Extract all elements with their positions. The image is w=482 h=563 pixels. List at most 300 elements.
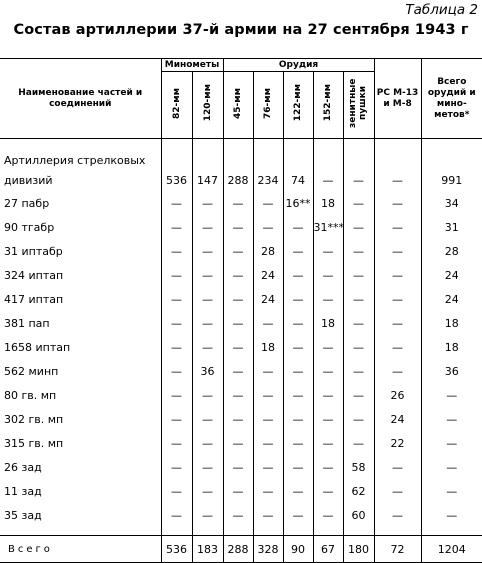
value-text: 36 — [200, 364, 215, 378]
value-cell — [192, 263, 223, 287]
value-cell — [161, 503, 192, 527]
value-cell — [283, 407, 313, 431]
value-text: — — [232, 220, 244, 234]
value-cell — [192, 407, 223, 431]
value-text: — — [353, 244, 365, 258]
value-text: — — [322, 460, 334, 474]
table-row — [0, 239, 482, 263]
value-text: — — [171, 364, 182, 378]
value-cell — [374, 536, 421, 563]
value-text: 18 — [261, 340, 276, 354]
value-cell — [421, 191, 482, 215]
value-text: — — [171, 316, 182, 330]
value-text: — — [232, 412, 244, 426]
value-cell — [192, 335, 223, 359]
artillery-table — [0, 58, 482, 563]
value-text: — — [232, 508, 244, 522]
value-text: — — [202, 292, 213, 306]
value-cell — [374, 503, 421, 527]
value-text: — — [262, 412, 274, 426]
spacer-cell — [253, 527, 283, 536]
value-text: — — [202, 388, 213, 402]
value-text: — — [353, 364, 365, 378]
value-text: 62 — [351, 484, 366, 498]
value-cell — [253, 455, 283, 479]
value-text: 34 — [444, 196, 459, 210]
unit-name: 35 зад — [4, 508, 42, 522]
value-text: 74 — [291, 174, 306, 187]
value-cell — [421, 455, 482, 479]
value-cell — [343, 263, 374, 287]
value-cell — [253, 335, 283, 359]
value-cell — [192, 503, 223, 527]
value-cell — [161, 407, 192, 431]
value-text: — — [353, 412, 365, 426]
value-cell — [313, 536, 343, 563]
table-row — [0, 359, 482, 383]
value-cell — [283, 479, 313, 503]
table-title: Состав артиллерии 37-й армии на 27 сентября 1943 г — [13, 22, 469, 38]
value-cell — [192, 215, 223, 239]
value-text: — — [171, 244, 182, 258]
value-text: — — [202, 316, 213, 330]
value-text: — — [353, 196, 365, 210]
value-text: — — [262, 460, 274, 474]
value-cell — [283, 311, 313, 335]
value-text: 536 — [166, 174, 187, 187]
value-cell — [253, 147, 283, 191]
value-text: — — [171, 268, 182, 282]
value-cell — [374, 215, 421, 239]
value-cell — [161, 335, 192, 359]
value-cell — [161, 215, 192, 239]
value-text: 1204 — [437, 542, 466, 556]
value-text: — — [232, 460, 244, 474]
value-text: — — [232, 268, 244, 282]
header-total: Всего орудий и мино-метов* — [421, 59, 482, 139]
header-guns: Орудия — [223, 59, 374, 72]
value-cell — [283, 503, 313, 527]
value-text: — — [262, 508, 274, 522]
value-text: — — [392, 340, 404, 354]
value-text: 58 — [351, 460, 366, 474]
value-cell — [313, 503, 343, 527]
spacer-cell — [161, 527, 192, 536]
value-cell — [161, 455, 192, 479]
table-row — [0, 335, 482, 359]
value-cell — [161, 287, 192, 311]
value-text: — — [392, 292, 404, 306]
value-cell — [343, 147, 374, 191]
spacer-cell — [192, 527, 223, 536]
value-cell — [192, 536, 223, 563]
value-cell — [343, 407, 374, 431]
value-cell — [374, 455, 421, 479]
value-text: — — [202, 340, 213, 354]
value-text: — — [292, 364, 304, 378]
value-cell — [283, 215, 313, 239]
value-cell — [374, 147, 421, 191]
spacer-cell — [421, 139, 482, 148]
value-cell — [223, 407, 253, 431]
value-text: — — [171, 508, 182, 522]
value-text: 28 — [444, 244, 459, 258]
value-cell — [283, 455, 313, 479]
value-text: — — [353, 292, 365, 306]
value-cell — [421, 147, 482, 191]
value-text: — — [353, 388, 365, 402]
value-text: 31 — [444, 220, 459, 234]
value-cell — [374, 287, 421, 311]
header-152mm: 152-мм — [313, 72, 343, 139]
value-cell — [313, 287, 343, 311]
value-text: — — [392, 196, 404, 210]
table-row — [0, 383, 482, 407]
value-cell — [343, 335, 374, 359]
value-text: — — [171, 340, 182, 354]
value-cell — [253, 431, 283, 455]
header-82mm: 82-мм — [161, 72, 192, 139]
table-row — [0, 287, 482, 311]
value-cell — [161, 311, 192, 335]
value-text: — — [353, 316, 365, 330]
header-rs: РС М-13 и М-8 — [374, 59, 421, 139]
value-text: — — [322, 412, 334, 426]
value-cell — [343, 536, 374, 563]
spacer-cell — [283, 139, 313, 148]
value-text: — — [292, 484, 304, 498]
value-text: — — [392, 508, 404, 522]
table-row — [0, 479, 482, 503]
value-cell — [374, 311, 421, 335]
value-cell — [223, 536, 253, 563]
value-text: — — [202, 412, 213, 426]
value-cell — [374, 479, 421, 503]
value-cell — [343, 191, 374, 215]
unit-name: Всего — [0, 536, 161, 563]
spacer-cell — [0, 527, 161, 536]
value-cell — [343, 383, 374, 407]
value-cell — [253, 215, 283, 239]
table-row — [0, 311, 482, 335]
value-text: — — [392, 316, 404, 330]
value-text: 288 — [227, 542, 249, 556]
value-text: — — [292, 316, 304, 330]
value-text: — — [392, 244, 404, 258]
header-aa-guns: зенитные пушки — [343, 72, 374, 139]
value-text: — — [202, 460, 213, 474]
table-row — [0, 503, 482, 527]
value-text: — — [322, 364, 334, 378]
value-cell — [253, 407, 283, 431]
value-cell — [313, 335, 343, 359]
value-text: 24 — [444, 268, 459, 282]
value-cell — [374, 359, 421, 383]
value-text: — — [353, 436, 365, 450]
value-text: — — [232, 292, 244, 306]
value-cell — [374, 431, 421, 455]
value-cell — [161, 239, 192, 263]
value-text: 24 — [261, 268, 276, 282]
spacer-cell — [283, 527, 313, 536]
value-cell — [343, 311, 374, 335]
value-text: — — [202, 268, 213, 282]
value-text: — — [322, 388, 334, 402]
value-cell — [421, 239, 482, 263]
value-cell — [313, 263, 343, 287]
value-text: — — [232, 316, 244, 330]
value-text: — — [292, 220, 304, 234]
value-cell — [421, 311, 482, 335]
unit-name: 315 гв. мп — [4, 436, 64, 450]
value-cell — [313, 191, 343, 215]
value-cell — [283, 263, 313, 287]
unit-name: 562 минп — [4, 364, 59, 378]
value-text: — — [353, 268, 365, 282]
table-row — [0, 431, 482, 455]
value-cell — [421, 536, 482, 563]
value-cell — [192, 287, 223, 311]
value-text: — — [353, 174, 365, 187]
unit-name: 417 иптап — [4, 292, 64, 306]
value-cell — [223, 431, 253, 455]
value-cell — [313, 407, 343, 431]
value-cell — [374, 239, 421, 263]
value-cell — [283, 383, 313, 407]
value-text: — — [262, 196, 274, 210]
value-cell — [223, 147, 253, 191]
value-cell — [253, 536, 283, 563]
value-text: — — [322, 244, 334, 258]
value-cell — [343, 359, 374, 383]
value-text: 991 — [441, 174, 463, 187]
value-cell — [421, 407, 482, 431]
value-text: — — [202, 484, 213, 498]
value-cell — [223, 359, 253, 383]
value-cell — [374, 383, 421, 407]
value-text: — — [392, 460, 404, 474]
value-cell — [283, 239, 313, 263]
value-text: — — [292, 292, 304, 306]
value-cell — [374, 191, 421, 215]
value-text: — — [262, 364, 274, 378]
value-cell — [192, 311, 223, 335]
value-text: — — [171, 484, 182, 498]
spacer-cell — [223, 139, 253, 148]
value-cell — [161, 147, 192, 191]
value-cell — [223, 311, 253, 335]
value-text: — — [322, 174, 334, 187]
unit-name: 381 пап — [4, 316, 50, 330]
value-text: — — [446, 412, 458, 426]
value-text: — — [232, 340, 244, 354]
value-text: — — [446, 436, 458, 450]
value-text: — — [292, 460, 304, 474]
value-cell — [223, 503, 253, 527]
table-row — [0, 407, 482, 431]
value-cell — [253, 263, 283, 287]
value-text: 18 — [321, 196, 336, 210]
value-text: — — [202, 196, 213, 210]
value-text: 31*** — [313, 220, 345, 234]
value-cell — [343, 215, 374, 239]
unit-name: 31 иптабр — [4, 244, 63, 258]
value-cell — [161, 383, 192, 407]
value-text: 288 — [227, 174, 249, 187]
value-cell — [253, 503, 283, 527]
unit-name: 26 зад — [4, 460, 42, 474]
value-text: — — [292, 508, 304, 522]
value-text: 24 — [444, 292, 459, 306]
unit-name — [0, 147, 161, 191]
value-cell — [192, 239, 223, 263]
table-row — [0, 215, 482, 239]
value-text: 16** — [285, 196, 311, 210]
value-text: — — [292, 412, 304, 426]
value-text: 18 — [321, 316, 336, 330]
value-cell — [313, 215, 343, 239]
value-cell — [223, 263, 253, 287]
spacer-row — [0, 527, 482, 536]
unit-name-line: Артиллерия стрелковых — [4, 154, 146, 167]
value-cell — [343, 287, 374, 311]
unit-name: 1658 иптап — [4, 340, 71, 354]
value-cell — [192, 359, 223, 383]
value-cell — [313, 311, 343, 335]
value-cell — [253, 383, 283, 407]
value-cell — [421, 503, 482, 527]
unit-name-line: дивизий — [4, 174, 53, 187]
spacer-cell — [374, 139, 421, 148]
spacer-cell — [343, 139, 374, 148]
value-text: — — [202, 508, 213, 522]
value-text: — — [202, 220, 213, 234]
spacer-cell — [313, 139, 343, 148]
value-cell — [223, 479, 253, 503]
value-text: 24 — [390, 412, 405, 426]
value-cell — [192, 191, 223, 215]
value-text: — — [232, 484, 244, 498]
value-cell — [161, 191, 192, 215]
value-text: — — [202, 436, 213, 450]
value-text: — — [322, 340, 334, 354]
value-cell — [283, 147, 313, 191]
value-cell — [313, 239, 343, 263]
value-cell — [223, 287, 253, 311]
value-text: — — [392, 364, 404, 378]
value-text: — — [171, 388, 182, 402]
value-text: 67 — [321, 542, 336, 556]
value-text: — — [262, 436, 274, 450]
value-cell — [374, 335, 421, 359]
header-mortars: Минометы — [161, 59, 223, 72]
spacer-cell — [343, 527, 374, 536]
value-cell — [374, 407, 421, 431]
value-text: — — [446, 388, 458, 402]
value-text: — — [353, 340, 365, 354]
spacer-cell — [253, 139, 283, 148]
value-text: — — [322, 292, 334, 306]
value-cell — [283, 536, 313, 563]
header-122mm: 122-мм — [283, 72, 313, 139]
value-cell — [192, 455, 223, 479]
value-text: 180 — [348, 542, 370, 556]
value-text: — — [353, 220, 365, 234]
value-text: — — [171, 460, 182, 474]
value-cell — [192, 479, 223, 503]
header-45mm: 45-мм — [223, 72, 253, 139]
value-cell — [343, 503, 374, 527]
value-cell — [223, 455, 253, 479]
value-text: — — [171, 292, 182, 306]
value-cell — [313, 431, 343, 455]
value-text: — — [322, 508, 334, 522]
value-cell — [343, 479, 374, 503]
table-row — [0, 191, 482, 215]
value-text: 328 — [257, 542, 279, 556]
value-cell — [223, 335, 253, 359]
value-text: 18 — [444, 316, 459, 330]
value-cell — [253, 239, 283, 263]
value-cell — [343, 455, 374, 479]
spacer-cell — [192, 139, 223, 148]
table-row — [0, 263, 482, 287]
spacer-cell — [161, 139, 192, 148]
value-cell — [192, 147, 223, 191]
value-cell — [313, 479, 343, 503]
value-cell — [283, 359, 313, 383]
value-text: — — [171, 436, 182, 450]
value-text: — — [171, 196, 182, 210]
value-text: — — [202, 244, 213, 258]
value-text: — — [232, 196, 244, 210]
value-cell — [313, 383, 343, 407]
header-120mm: 120-мм — [192, 72, 223, 139]
unit-name: 80 гв. мп — [4, 388, 57, 402]
value-cell — [343, 239, 374, 263]
value-text: 90 — [291, 542, 306, 556]
value-text: 24 — [261, 292, 276, 306]
value-text: — — [446, 484, 458, 498]
value-text: 536 — [166, 542, 187, 556]
unit-name: 324 иптап — [4, 268, 64, 282]
value-text: — — [392, 484, 404, 498]
value-text: — — [322, 484, 334, 498]
value-cell — [313, 147, 343, 191]
value-text: — — [171, 220, 182, 234]
value-text: — — [292, 436, 304, 450]
value-text: — — [446, 460, 458, 474]
value-cell — [192, 383, 223, 407]
value-cell — [313, 359, 343, 383]
spacer-row — [0, 139, 482, 148]
value-text: — — [262, 316, 274, 330]
unit-name: 302 гв. мп — [4, 412, 64, 426]
value-text: 26 — [390, 388, 405, 402]
value-cell — [223, 215, 253, 239]
value-cell — [253, 479, 283, 503]
value-cell — [374, 263, 421, 287]
value-text: — — [292, 244, 304, 258]
value-cell — [253, 359, 283, 383]
value-cell — [421, 431, 482, 455]
value-text: — — [392, 174, 404, 187]
value-text: — — [232, 244, 244, 258]
table-row — [0, 455, 482, 479]
value-cell — [161, 263, 192, 287]
value-cell — [161, 536, 192, 563]
value-cell — [283, 431, 313, 455]
